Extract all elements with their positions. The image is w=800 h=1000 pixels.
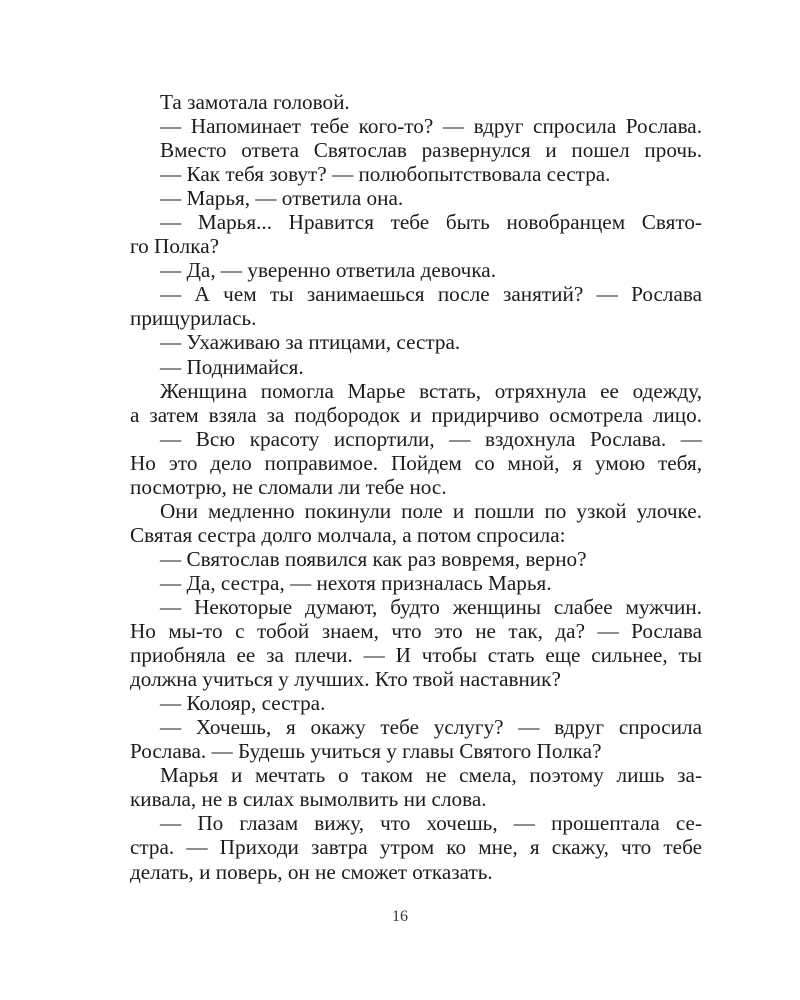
text-line: Они медленно покинули поле и пошли по узкой улочке.: [160, 498, 702, 523]
text-line: Рослава. — Будешь учиться у главы Святого Полка?: [130, 739, 602, 764]
text-line: — А чем ты занимаешься после занятий? — Рослава: [160, 282, 702, 307]
text-line: Но это дело поправимое. Пойдем со мной, я умою тебя,: [130, 450, 702, 475]
page-number: 16: [392, 908, 408, 925]
text-line: — Да, сестра, — нехотя призналась Марья.: [160, 570, 552, 595]
text-line: — Марья, — ответила она.: [160, 186, 404, 211]
text-line: — Святослав появился как раз вовремя, верно?: [160, 546, 587, 571]
text-line: Святая сестра долго молчала, а потом спросила:: [130, 522, 566, 547]
text-line: — Хочешь, я окажу тебе услугу? — вдруг спросила: [160, 715, 702, 740]
text-line: делать, и поверь, он не сможет отказать.: [130, 859, 493, 884]
text-line: — Колояр, сестра.: [160, 691, 326, 716]
text-line: кивала, не в силах вымолвить ни слова.: [130, 787, 487, 812]
text-line: Вместо ответа Святослав развернулся и пошел прочь.: [160, 138, 702, 163]
text-line: — Как тебя зовут? — полюбопытствовала сестра.: [160, 162, 611, 187]
text-line: приобняла ее за плечи. — И чтобы стать еще сильнее, ты: [130, 643, 702, 668]
text-line: — По глазам вижу, что хочешь, — прошептала се-: [160, 811, 702, 836]
text-line: — Всю красоту испортили, — вздохнула Рослава. —: [160, 426, 702, 451]
text-line: Марья и мечтать о таком не смела, поэтому лишь за-: [160, 763, 702, 788]
text-line: — Марья... Нравится тебе быть новобранцем Свято-: [160, 210, 702, 235]
body-text: [130, 90, 702, 884]
text-line: — Напоминает тебе кого-то? — вдруг спросила Рослава.: [160, 114, 702, 139]
text-line: Женщина помогла Марье встать, отряхнула ее одежду,: [160, 378, 702, 403]
text-line: посмотрю, не сломали ли тебе нос.: [130, 474, 447, 499]
text-line: — Ухаживаю за птицами, сестра.: [160, 330, 461, 355]
text-line: а затем взяла за подбородок и придирчиво осмотрела лицо.: [130, 402, 702, 427]
text-line: Но мы-то с тобой знаем, что это не так, да? — Рослава: [130, 619, 702, 644]
text-line: стра. — Приходи завтра утром ко мне, я скажу, что тебе: [130, 835, 702, 860]
text-line: прищурилась.: [130, 306, 257, 331]
text-line: Та замотала головой.: [160, 90, 350, 114]
text-line: должна учиться у лучших. Кто твой наставник?: [130, 667, 561, 692]
text-line: — Да, — уверенно ответила девочка.: [160, 258, 497, 283]
text-line: — Поднимайся.: [160, 354, 304, 379]
text-line: го Полка?: [130, 234, 220, 259]
text-line: — Некоторые думают, будто женщины слабее мужчин.: [160, 594, 702, 619]
